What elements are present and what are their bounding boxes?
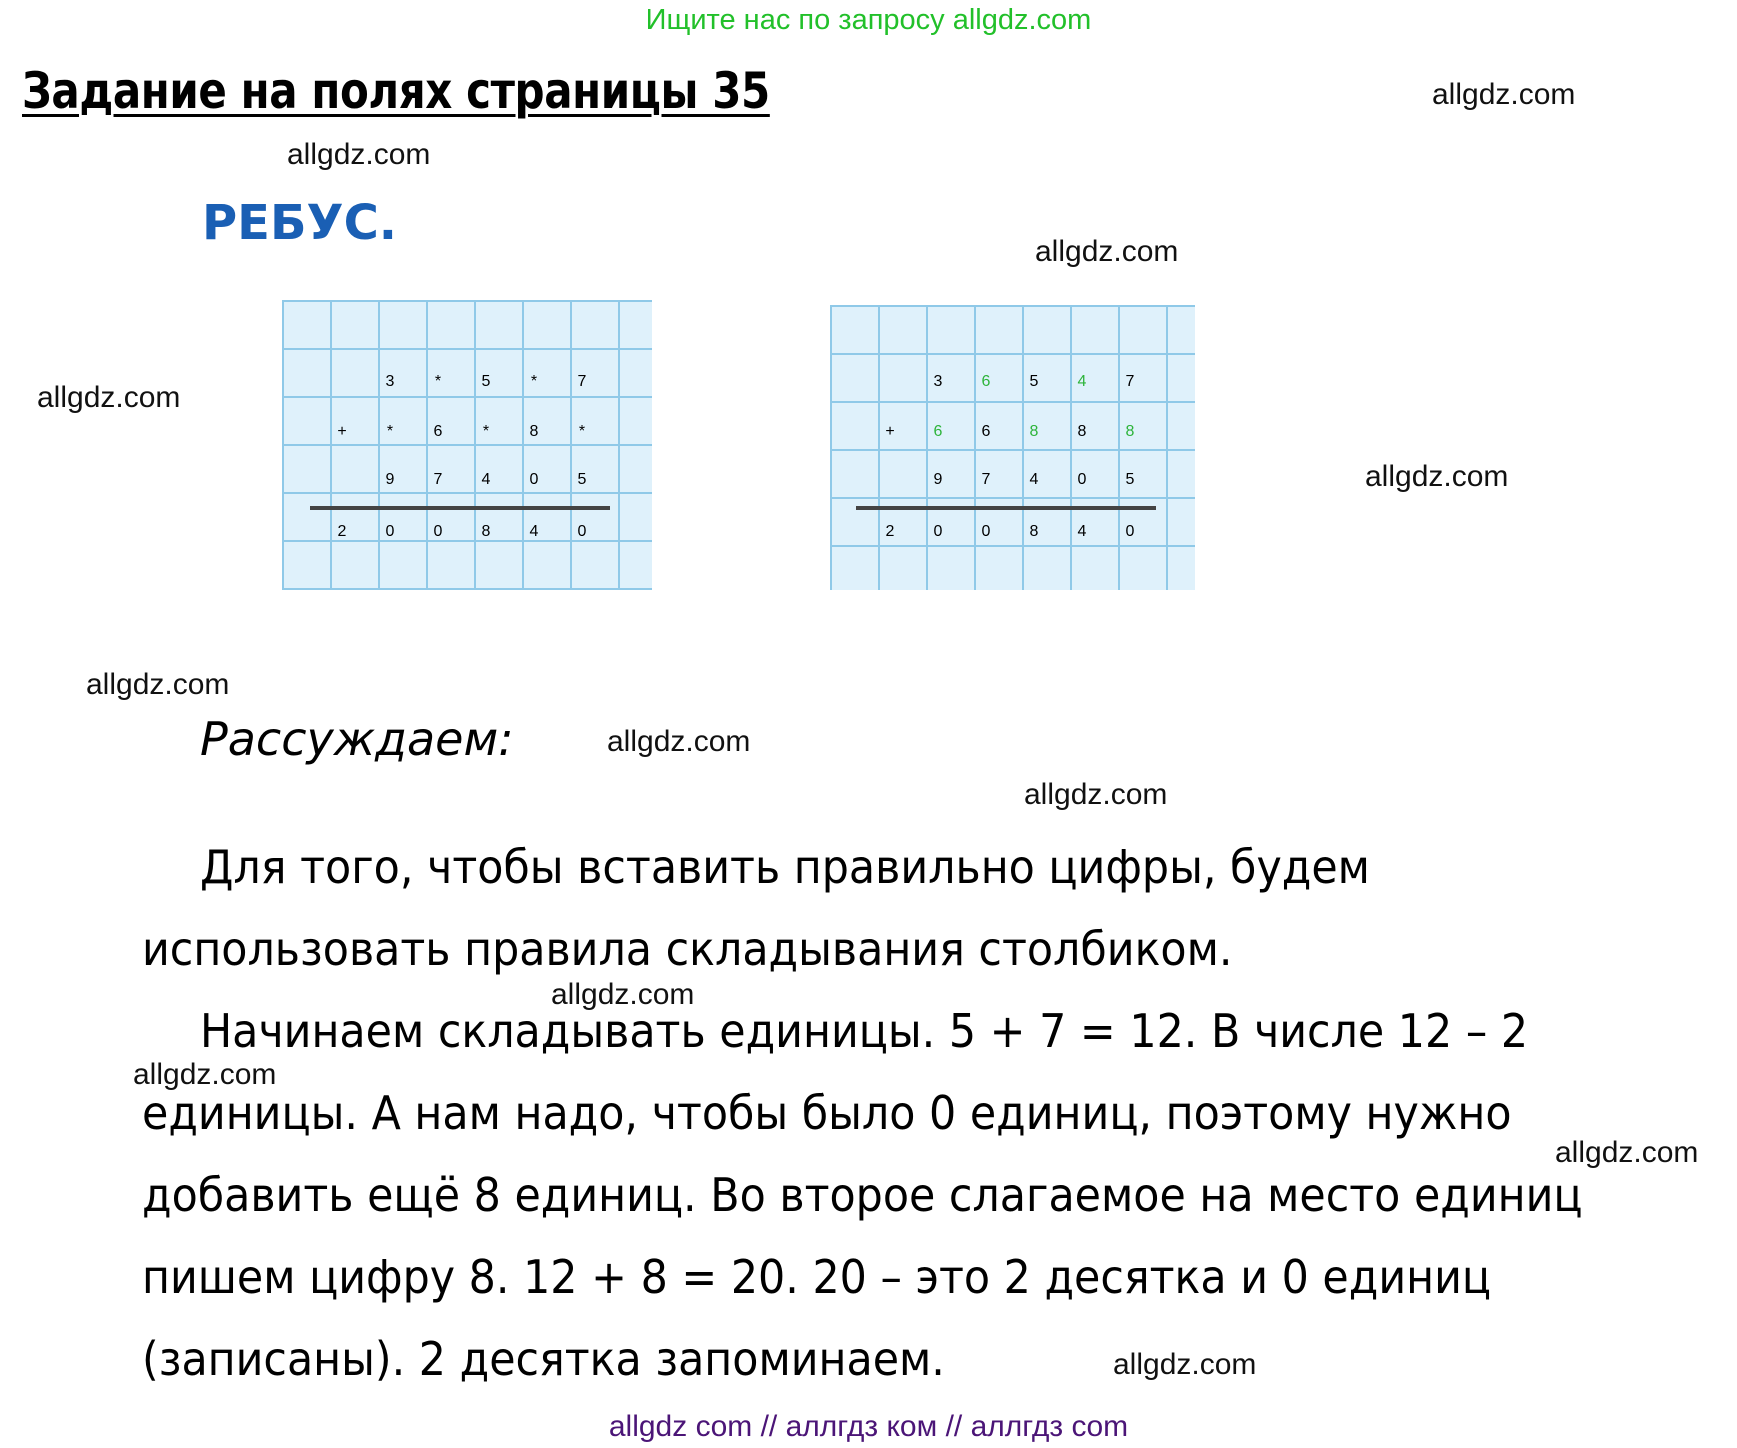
digit xyxy=(318,358,366,406)
digit: 0 xyxy=(577,523,587,540)
puzzle-row-3 xyxy=(866,456,1154,504)
reasoning-label: Рассуждаем: xyxy=(200,712,514,766)
digit: 0 xyxy=(1125,523,1135,540)
digit: 3 xyxy=(385,373,395,390)
digit: 7 xyxy=(981,471,991,488)
digit: 2 xyxy=(885,523,895,540)
digit: 0 xyxy=(433,523,443,540)
digit: 5 xyxy=(1029,373,1039,390)
puzzle-solved xyxy=(830,305,1195,590)
rebus-heading: РЕБУС. xyxy=(202,195,398,251)
digit: 0 xyxy=(933,523,943,540)
digit: 4 xyxy=(1029,471,1039,488)
plus-sign: + xyxy=(885,423,895,440)
digit: 8 xyxy=(481,523,491,540)
puzzle-row-2 xyxy=(866,408,1154,456)
digit xyxy=(318,456,366,504)
digit: 4 xyxy=(529,523,539,540)
paragraph-line: добавить ещё 8 единиц. Во второе слагаемое на место единиц xyxy=(142,1168,1583,1222)
watermark: allgdz.com xyxy=(37,381,181,414)
paragraph-line: пишем цифру 8. 12 + 8 = 20. 20 – это 2 десятка и 0 единиц xyxy=(142,1250,1492,1304)
digit: 5 xyxy=(1125,471,1135,488)
footer-watermark: allgdz com // аллгдз ком // аллгдз com xyxy=(608,1410,1129,1443)
digit: 6 xyxy=(981,423,991,440)
digit xyxy=(866,456,914,504)
digit: 5 xyxy=(481,373,491,390)
digit xyxy=(866,358,914,406)
puzzle-original xyxy=(282,300,652,590)
digit: 8 xyxy=(1077,423,1087,440)
digit: 0 xyxy=(981,523,991,540)
digit: 5 xyxy=(577,471,587,488)
paragraph-line: единицы. А нам надо, чтобы было 0 единиц, поэтому нужно xyxy=(142,1086,1512,1140)
paragraph-line: Для того, чтобы вставить правильно цифры, будем xyxy=(200,840,1370,894)
digit: * xyxy=(386,423,394,440)
watermark: allgdz.com xyxy=(287,138,431,171)
watermark: allgdz.com xyxy=(1113,1348,1257,1381)
watermark: allgdz.com xyxy=(1035,235,1179,268)
digit-solved: 6 xyxy=(981,373,991,390)
watermark: allgdz.com xyxy=(86,668,230,701)
digit: 7 xyxy=(577,373,587,390)
watermark: allgdz.com xyxy=(1555,1136,1699,1169)
puzzle-sum xyxy=(866,508,1154,556)
digit: 6 xyxy=(433,423,443,440)
puzzle-sum xyxy=(318,508,606,556)
digit: 4 xyxy=(481,471,491,488)
puzzle-row-1 xyxy=(318,358,606,406)
watermark: allgdz.com xyxy=(1432,78,1576,111)
digit: 8 xyxy=(529,423,539,440)
puzzle-row-1 xyxy=(866,358,1154,406)
watermark: allgdz.com xyxy=(133,1058,277,1091)
digit: 9 xyxy=(933,471,943,488)
digit-solved: 4 xyxy=(1077,373,1087,390)
watermark: allgdz.com xyxy=(1365,460,1509,493)
digit: 3 xyxy=(933,373,943,390)
search-banner: Ищите нас по запросу allgdz.com xyxy=(645,4,1092,36)
paragraph-line: Начинаем складывать единицы. 5 + 7 = 12. В числе 12 – 2 xyxy=(200,1004,1529,1058)
digit-solved: 6 xyxy=(933,423,943,440)
plus-sign: + xyxy=(337,423,347,440)
digit: * xyxy=(578,423,586,440)
digit: 2 xyxy=(337,523,347,540)
digit: 0 xyxy=(385,523,395,540)
digit: 7 xyxy=(1125,373,1135,390)
puzzle-row-2 xyxy=(318,408,606,456)
digit: * xyxy=(482,423,490,440)
digit: 0 xyxy=(1077,471,1087,488)
puzzle-row-3 xyxy=(318,456,606,504)
digit: 4 xyxy=(1077,523,1087,540)
digit-solved: 8 xyxy=(1125,423,1135,440)
watermark: allgdz.com xyxy=(551,978,695,1011)
watermark: allgdz.com xyxy=(1024,778,1168,811)
digit: * xyxy=(434,373,442,390)
digit: 8 xyxy=(1029,523,1039,540)
watermark: allgdz.com xyxy=(607,725,751,758)
paragraph-line: (записаны). 2 десятка запоминаем. xyxy=(142,1332,945,1386)
digit-solved: 8 xyxy=(1029,423,1039,440)
digit: * xyxy=(530,373,538,390)
page-title: Задание на полях страницы 35 xyxy=(22,62,770,120)
digit: 9 xyxy=(385,471,395,488)
paragraph-line: использовать правила складывания столбиком. xyxy=(142,922,1233,976)
digit: 0 xyxy=(529,471,539,488)
digit: 7 xyxy=(433,471,443,488)
